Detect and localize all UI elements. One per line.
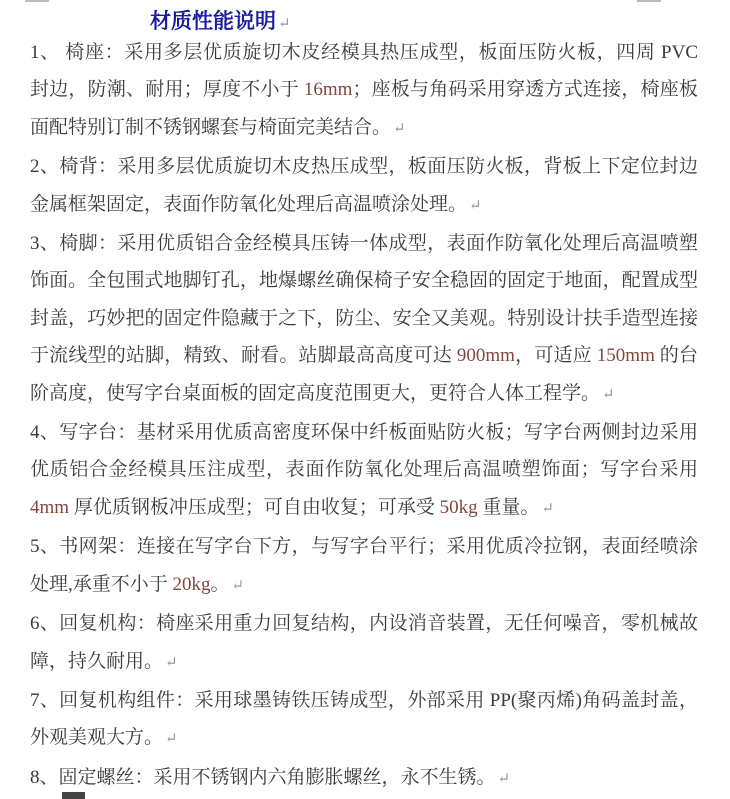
text-run: 4、写字台：基材采用优质高密度环保中纤板面贴防火板；写字台两侧封边采用优质铝合金经模具压注成型，表面作防氧化处理后高温喷塑饰面；写字台采用 — [30, 422, 698, 481]
spec-paragraph — [30, 605, 698, 682]
paragraph-list — [30, 34, 698, 798]
text-run: 6、回复机构：椅座采用重力回复结构，内设消音装置，无任何噪音，零机械故障，持久耐用。 — [30, 613, 698, 672]
paragraph-mark-icon: ↵ — [541, 500, 554, 517]
text-run: 厚优质钢板冲压成型；可自由收复；可承受 — [69, 496, 440, 518]
page-boundary-mark-left — [25, 0, 49, 2]
measurement-value: 16mm — [303, 79, 353, 101]
measurement-value: 900mm — [456, 345, 515, 367]
measurement-value: 4mm — [30, 496, 70, 518]
paragraph-mark-icon: ↵ — [602, 386, 615, 403]
text-run: 8、固定螺丝：采用不锈钢内六角膨胀螺丝，永不生锈。 — [30, 766, 496, 788]
paragraph-mark-icon: ↵ — [165, 654, 178, 671]
paragraph-mark-icon: ↵ — [165, 731, 178, 748]
page-title — [150, 5, 291, 35]
text-run: 。 — [210, 573, 230, 595]
text-run: 重量。 — [477, 496, 540, 518]
text-run: ；座板与角码采用穿透方式连接，椅座板面配特别订制不锈钢螺套与椅面完美结合。 — [30, 79, 698, 138]
text-run: 的台阶高度，使写字台桌面板的固定高度范围更大，更符合人体工程学。 — [30, 345, 698, 404]
paragraph-mark-icon: ↵ — [231, 577, 245, 594]
bottom-crop-mark — [62, 792, 85, 799]
measurement-value: 20kg — [172, 573, 211, 595]
text-run: 7、回复机构组件：采用球墨铸铁压铸成型，外部采用 PP(聚丙烯)角码盖封盖，外观美观大方。 — [30, 689, 698, 749]
paragraph-mark-icon: ↵ — [393, 120, 406, 137]
text-run: 3、椅脚：采用优质铝合金经模具压铸一体成型，表面作防氧化处理后高温喷塑饰面。全包围式地脚钉孔，地爆螺丝确保椅子安全稳固的固定于地面，配置成型封盖，巧妙把的固定件隐藏于之下，防尘、安全又美观。特别设计扶手造型连接于流线型的站脚，精致、耐看。站脚最高高度可达 — [30, 233, 698, 367]
spec-paragraph — [30, 759, 698, 798]
page-boundary-mark-right — [637, 0, 661, 2]
measurement-value: 150mm — [596, 345, 655, 367]
spec-paragraph — [30, 682, 698, 759]
spec-paragraph — [30, 148, 698, 225]
spec-paragraph — [30, 34, 698, 148]
measurement-value: 50kg — [439, 496, 478, 518]
paragraph-mark-icon: ↵ — [497, 770, 511, 787]
paragraph-mark-icon: ↵ — [469, 197, 482, 214]
text-run: ，可适应 — [514, 345, 597, 367]
paragraph-mark-icon: ↵ — [278, 16, 291, 32]
spec-paragraph — [30, 528, 698, 605]
text-run: 5、书网架：连接在写字台下方，与写字台平行；采用优质冷拉钢，表面经喷涂处理,承重不小于 — [30, 536, 698, 595]
text-run: 1、 椅座：采用多层优质旋切木皮经模具热压成型，板面压防火板，四周 PVC 封边，防潮、耐用；厚度不小于 — [30, 42, 698, 101]
spec-paragraph — [30, 225, 698, 414]
page-title-text: 材质性能说明 — [150, 9, 276, 33]
spec-paragraph — [30, 414, 698, 528]
text-run: 2、椅背：采用多层优质旋切木皮热压成型，板面压防火板，背板上下定位封边金属框架固定，表面作防氧化处理后高温喷涂处理。 — [30, 156, 698, 215]
